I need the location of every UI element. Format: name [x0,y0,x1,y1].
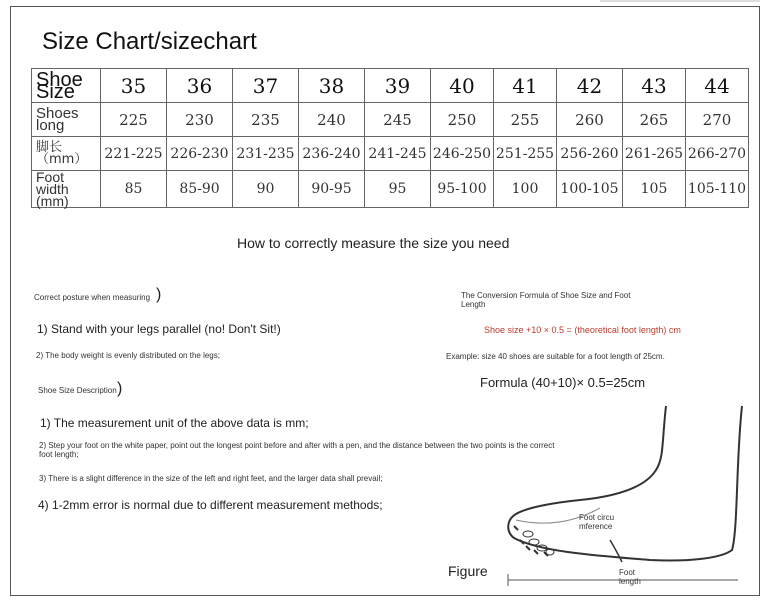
table-cell: 235 [233,103,299,137]
table-cell: 236-240 [299,137,365,171]
page-title: Size Chart/sizechart [42,28,257,55]
table-cell: 95 [365,171,431,208]
row-header: 脚长（mm） [32,137,101,171]
table-cell: 85-90 [167,171,233,208]
row-header: Shoes long [32,103,101,137]
table-cell: 246-250 [431,137,494,171]
top-strip [600,0,760,2]
desc-1: 1) The measurement unit of the above data is mm; [40,416,309,430]
table-cell: 40 [431,69,494,103]
table-cell: 251-255 [494,137,557,171]
table-cell: 42 [557,69,623,103]
table-cell: 230 [167,103,233,137]
table-cell: 256-260 [557,137,623,171]
desc-2: 2) Step your foot on the white paper, point out the longest point before and after with a pen, and the distance between the two points is the correct foot length; [39,441,555,459]
table-cell: 85 [101,171,167,208]
example-text: Example: size 40 shoes are suitable for a foot length of 25cm. [446,352,665,361]
foot-circumference-label: Foot circu mference [579,513,615,531]
table-cell: 221-225 [101,137,167,171]
table-cell: 226-230 [167,137,233,171]
table-cell: 35 [101,69,167,103]
table-cell: 44 [686,69,749,103]
table-cell: 261-265 [623,137,686,171]
table-cell: 245 [365,103,431,137]
figure-label: Figure [448,563,488,579]
table-cell: 90 [233,171,299,208]
table-cell: 39 [365,69,431,103]
foot-length-label: Foot length [619,568,641,586]
size-table [31,68,749,208]
table-cell: 43 [623,69,686,103]
bracket-icon: ) [156,286,162,303]
table-cell: 260 [557,103,623,137]
table-cell: 37 [233,69,299,103]
conversion-formula: Shoe size +10 × 0.5 = (theoretical foot length) cm [484,325,681,335]
table-cell: 250 [431,103,494,137]
row-header: Shoe Size [32,69,101,103]
table-cell: 225 [101,103,167,137]
conversion-title: The Conversion Formula of Shoe Size and Foot Length [461,291,631,309]
table-cell: 36 [167,69,233,103]
table-cell: 241-245 [365,137,431,171]
table-row [32,171,749,208]
table-cell: 266-270 [686,137,749,171]
formula-text: Formula (40+10)× 0.5=25cm [480,375,646,390]
table-cell: 90-95 [299,171,365,208]
table-cell: 240 [299,103,365,137]
table-cell: 100-105 [557,171,623,208]
desc-3: 3) There is a slight difference in the size of the left and right feet, and the larger data shall prevail; [39,474,383,483]
measure-heading: How to correctly measure the size you need [237,235,510,251]
table-row [32,137,749,171]
step-1: 1) Stand with your legs parallel (no! Don't Sit!) [37,322,281,336]
table-cell: 265 [623,103,686,137]
desc-label: Shoe Size Description [38,386,117,395]
desc-4: 4) 1-2mm error is normal due to different measurement methods; [38,498,383,512]
table-cell: 270 [686,103,749,137]
table-cell: 95-100 [431,171,494,208]
table-cell: 38 [299,69,365,103]
table-cell: 41 [494,69,557,103]
table-cell: 100 [494,171,557,208]
table-cell: 255 [494,103,557,137]
posture-label: Correct posture when measuring [34,293,151,302]
row-header: Foot width (mm) [32,171,101,208]
bracket-icon: ) [117,380,123,397]
table-cell: 231-235 [233,137,299,171]
table-row [32,69,749,103]
table-row [32,103,749,137]
step-2: 2) The body weight is evenly distributed on the legs; [36,351,220,360]
foot-illustration [500,400,750,590]
table-cell: 105 [623,171,686,208]
table-cell: 105-110 [686,171,749,208]
